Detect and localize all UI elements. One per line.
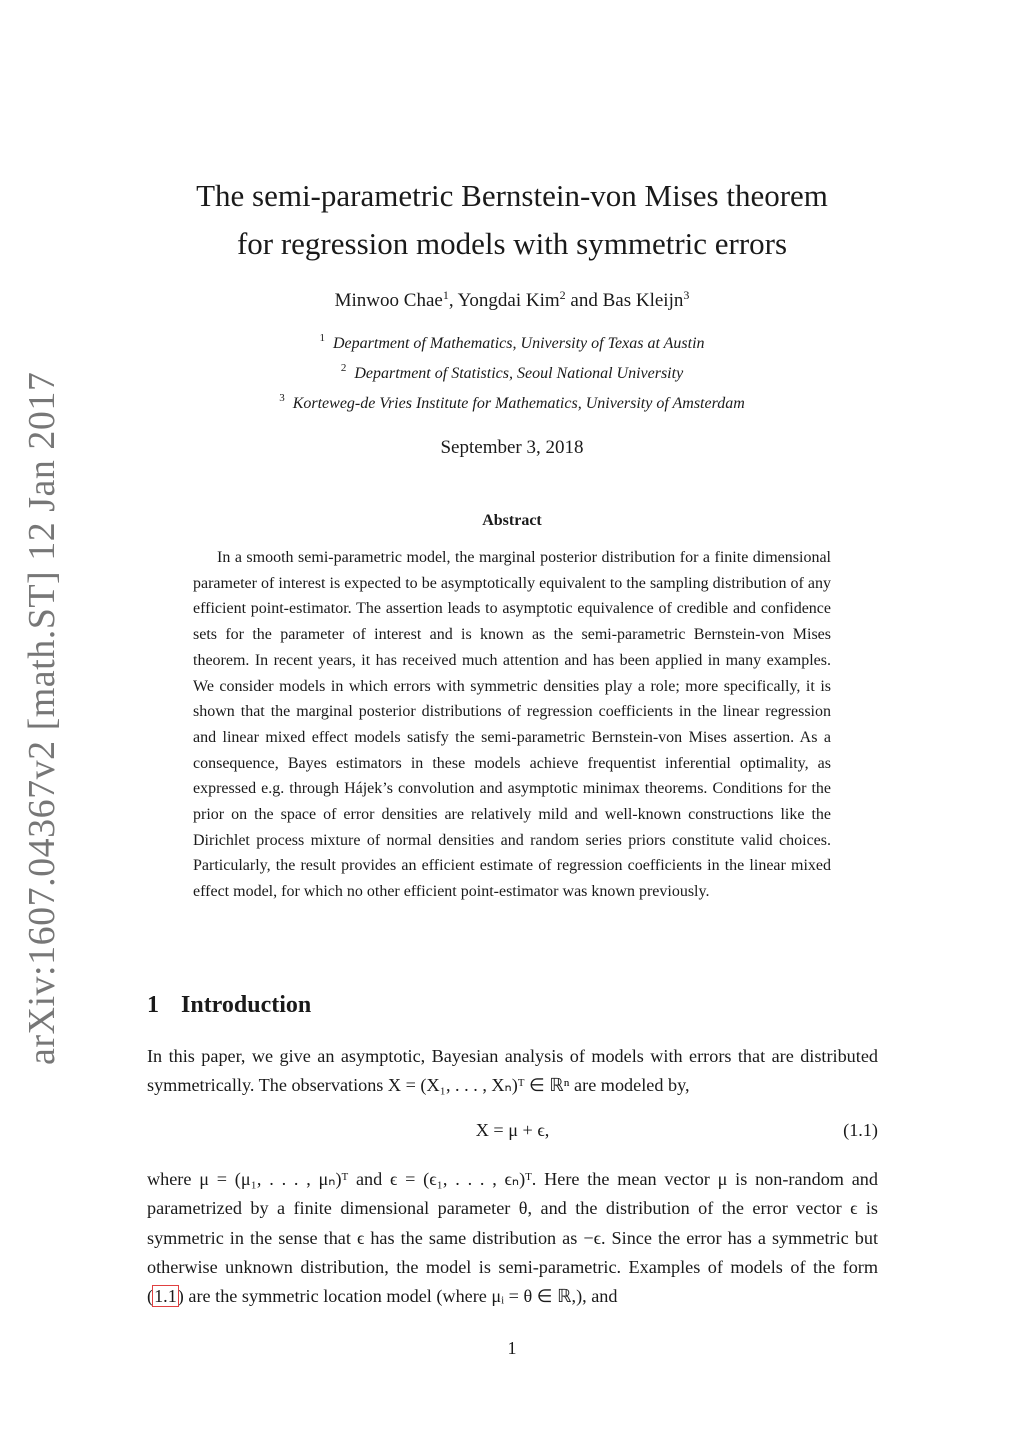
- equation-label: (1.1): [843, 1120, 878, 1140]
- title-line-1: The semi-parametric Bernstein-von Mises theorem: [196, 178, 828, 213]
- intro-paragraph-1: In this paper, we give an asymptotic, Bayesian analysis of models with errors that are distributed symmetrically. The observations X = (X₁, . . . , Xₙ)ᵀ ∈ ℝⁿ are modeled by,: [147, 1046, 878, 1096]
- page-number: 1: [507, 1338, 517, 1358]
- author-name: Bas Kleijn: [602, 290, 684, 311]
- author-separator: and: [565, 290, 603, 311]
- arxiv-stamp: arXiv:1607.04367v2 [math.ST] 12 Jan 2017: [21, 371, 63, 1065]
- affiliation-number: 2: [340, 362, 347, 374]
- equation-reference-link[interactable]: 1.1: [154, 1286, 177, 1307]
- affiliation-number: 3: [279, 392, 285, 404]
- section-title: Introduction: [181, 992, 312, 1018]
- author-affil-mark: 3: [683, 288, 690, 302]
- affiliation-text: Department of Mathematics, University of Texas at Austin: [332, 335, 705, 352]
- author-name: Minwoo Chae: [334, 290, 443, 311]
- section-heading: [147, 992, 311, 1019]
- affiliation-text: Korteweg-de Vries Institute for Mathematics, University of Amsterdam: [292, 395, 745, 412]
- affiliation-number: 1: [319, 332, 325, 344]
- paper-title: [140, 172, 884, 268]
- abstract-text: In a smooth semi-parametric model, the marginal posterior distribution for a finite dimensional parameter of interest is expected to be asymptotically equivalent to the sampling distribution of any efficient point-estimator. The assertion leads to asymptotic equivalence of credible and confidence sets for the parameter of interest and is known as the semi-parametric Bernstein-von Mises theorem. In recent years, it has received much attention and has been applied in many examples. We consider models in which errors with symmetric densities play a role; more specifically, it is shown that the marginal posterior distributions of regression coefficients in the linear regression and linear mixed effect models satisfy the semi-parametric Bernstein-von Mises assertion. As a consequence, Bayes estimators in these models achieve frequentist inferential optimality, as expressed e.g. through Hájek’s convolution and asymptotic minimax theorems. Conditions for the prior on the space of error densities are relatively mild and well-known constructions like the Dirichlet process mixture of normal densities and random series priors constitute valid choices. Particularly, the result provides an efficient estimate of regression coefficients in the linear mixed effect model, for which no other efficient point-estimator was known previously.: [193, 549, 831, 901]
- author-affil-mark: 1: [442, 288, 449, 302]
- intro-paragraph-2: [147, 1165, 878, 1311]
- author-affil-mark: 2: [559, 288, 566, 302]
- affiliation: [140, 392, 884, 413]
- author-name: Yongdai Kim: [457, 290, 560, 311]
- equation-expression: X = μ + ϵ,: [475, 1120, 550, 1140]
- author-separator: ,: [448, 290, 458, 311]
- paragraph-text: ) are the symmetric location model (where μᵢ = θ ∈ ℝ,), and: [177, 1286, 618, 1307]
- affiliation-text: Department of Statistics, Seoul National University: [354, 365, 684, 382]
- section-number: 1: [147, 992, 159, 1018]
- paper-date: September 3, 2018: [440, 437, 584, 458]
- paragraph-text: where μ = (μ₁, . . . , μₙ)ᵀ and ϵ = (ϵ₁, . . . , ϵₙ)ᵀ. Here the mean vector μ is non-random and parametrized by a finite dimensional parameter θ, and the distribution of the error vector ϵ is symmetric in the sense that ϵ has the same distribution as −ϵ. Since the error has a symmetric but otherwise unknown distribution, the model is semi-parametric. Examples of models of the form (: [147, 1169, 878, 1307]
- title-line-2: for regression models with symmetric errors: [236, 226, 788, 261]
- author-list: [140, 290, 884, 312]
- equation-1-1: [147, 1120, 878, 1148]
- affiliation: [140, 332, 884, 353]
- abstract-heading: Abstract: [482, 512, 542, 529]
- affiliation: [140, 362, 884, 383]
